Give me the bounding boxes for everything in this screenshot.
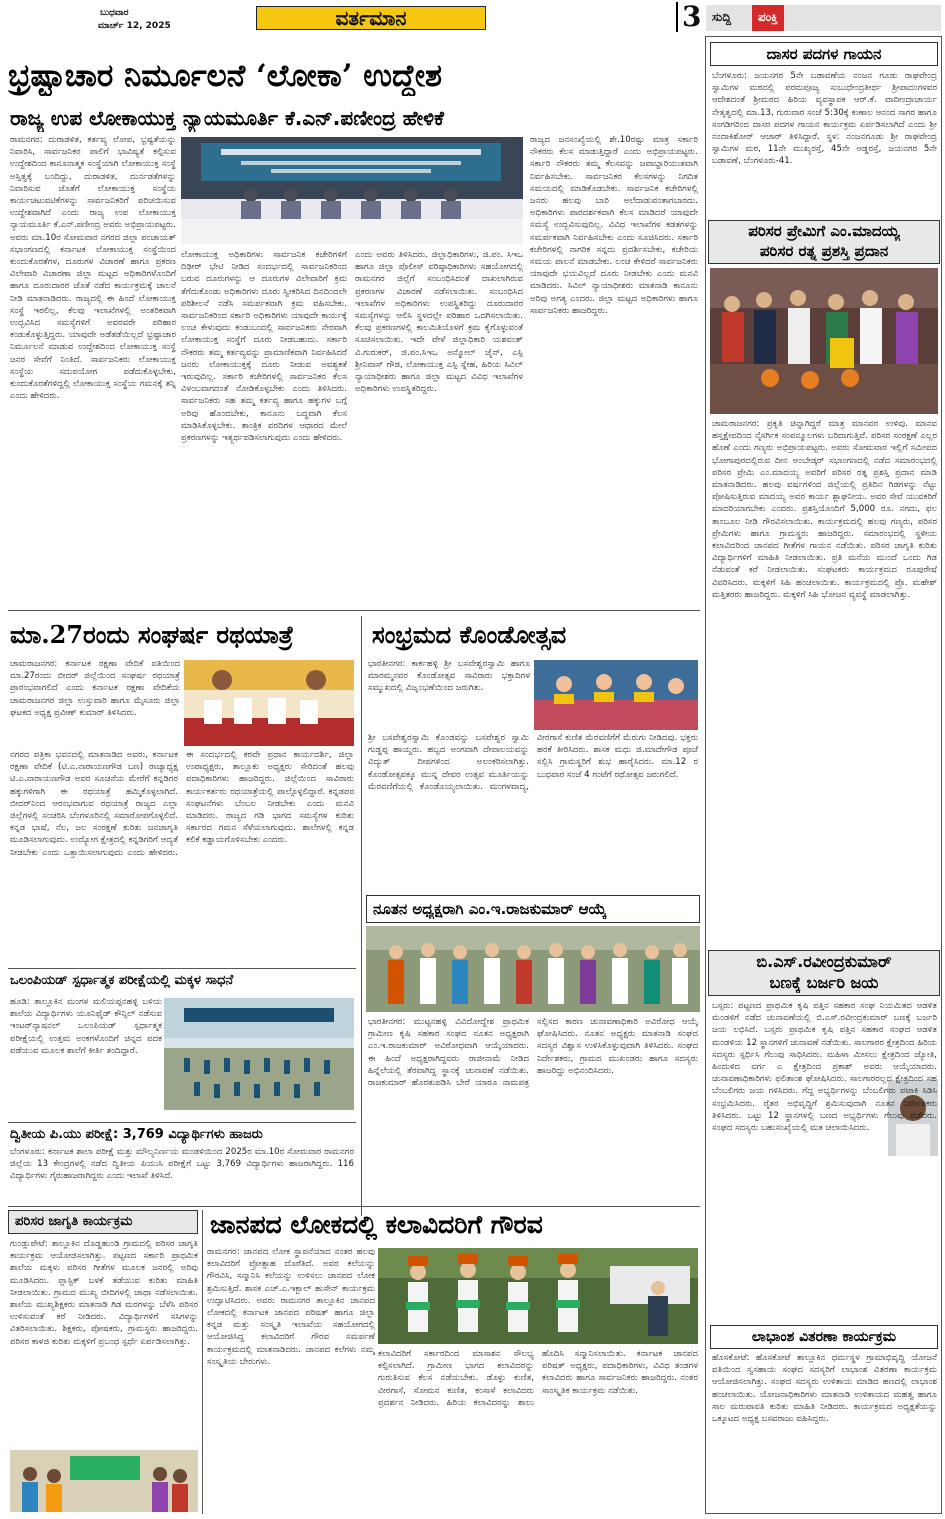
lead-column-2: ಲೋಕಾಯುಕ್ತ ಅಧಿಕಾರಿಗಳು ಸಾರ್ವಜನಿಕ ಕಚೇರಿಗಳಿಗೆ ದಿಢೀರ್ ಭೇಟಿ ನೀಡಿದ ಸಂದರ್ಭದಲ್ಲಿ ಸಾರ್ವಜನಿಕರಿಂದ ಬರುವ ದೂರುಗಳನ್ನು ಆ ದೂರುಗಳ ವಿಲೇವಾರಿಗೆ ಕ್ರಮ ತೆಗೆದುಕೊಂಡು ಅಧಿಕಾರಿಗಳು ದೂರು ಸ್ವೀಕರಿಸಿದ ದಿನದಿಂದಲೇ ಪರಿಶೀಲನೆ ನಡೆಸಿ ಸಮರ್ಪಕವಾಗಿ ಕ್ರಮ ವಹಿಸಬೇಕು. ಸಾರ್ವಜನಿಕರಿಂದ ಸರ್ಕಾರಿ ಅಧಿಕಾರಿಗಳು ಯಾವುದೇ ಕಾರ್ಯಕ್ಕೆ ಲಂಚ ಕೇಳುವುದು ಕಂಡುಬಂದಲ್ಲಿ ಸಾರ್ವಜನಿಕರು ನೇರವಾಗಿ ಲೋಕಾಯುಕ್ತ ಸಂಸ್ಥೆಗೆ ದೂರು ನೀಡಬಹುದು. ಸರ್ಕಾರಿ ನೌಕರರು ತಮ್ಮ ಕರ್ತವ್ಯವನ್ನು ಪ್ರಾಮಾಣಿಕವಾಗಿ ನಿರ್ವಹಿಸಿದರೆ ಜನರು ಲೋಕಾಯುಕ್ತಕ್ಕೆ ದೂರು ನೀಡುವ ಅವಶ್ಯಕತೆ ಇರುವುದಿಲ್ಲ. ಸರ್ಕಾರಿ ಕಚೇರಿಗಳಲ್ಲಿ ಸಾರ್ವಜನಿಕರ ಕೆಲಸ ವಿಳಂಬವಾಗದಂತೆ ನೋಡಿಕೊಳ್ಳಬೇಕು ಎಂದು ತಿಳಿಸಿದರು. ಸಾರ್ವಜನಿಕರು ಸಹ ತಮ್ಮ ಕರ್ತವ್ಯ ಹಾಗೂ ಹಕ್ಕುಗಳ ಬಗ್ಗೆ ಅರಿವು ಹೊಂದಬೇಕು, ಕಾನೂನು ಬದ್ಧವಾಗಿ ಕೆಲಸ ಮಾಡಿಸಿಕೊಳ್ಳಬೇಕು. ತಾಂತ್ರಿಕ ವರದಿಗಳ ಆಧಾರದ ಮೇಲೆ ಪ್ರಕರಣಗಳನ್ನು ಇತ್ಯರ್ಥಪಡಿಸಲಾಗುವುದು ಎಂದು ಹೇಳಿದರು. — [181, 250, 347, 444]
masthead — [0, 0, 945, 36]
school-assembly-photo — [164, 998, 354, 1110]
kondotsava-photo — [534, 660, 698, 730]
kondotsava-headline: ಸಂಭ್ರಮದ ಕೊಂಡೋತ್ಸವ — [372, 620, 567, 649]
section-tag — [706, 5, 941, 31]
dividend-body: ಹೊಸಕೋಟೆ: ಹೊಸಕೋಟೆ ತಾಲ್ಲೂಕಿನ ಧರ್ಮಸ್ಥಳ ಗ್ರಾಮಾಭಿವೃದ್ಧಿ ಯೋಜನೆ ವತಿಯಿಂದ ಸ್ವಸಹಾಯ ಸಂಘದ ಸದಸ್ಯರಿಗೆ ಲಾಭಾಂಶ ವಿತರಣಾ ಕಾರ್ಯಕ್ರಮ ಆಯೋಜಿಸಲಾಗಿತ್ತು. ಸಂಘದ ಸದಸ್ಯರು ಉಳಿತಾಯ ಮಾಡಿದ ಹಣದಲ್ಲಿ ಲಾಭಾಂಶ ಹಂಚಲಾಯಿತು. ಯೋಜನಾಧಿಕಾರಿಗಳು ಮಾತನಾಡಿ ಉಳಿತಾಯದ ಮಹತ್ವ ಹಾಗೂ ಸಾಲ ಮರುಪಾವತಿ ಕುರಿತು ಮಾಹಿತಿ ನೀಡಿದರು. ಕಾರ್ಯಕ್ರಮದ ಅಧ್ಯಕ್ಷತೆಯನ್ನು ಒಕ್ಕೂಟದ ಅಧ್ಯಕ್ಷ ಬಸವರಾಜು ವಹಿಸಿದ್ದರು. — [712, 1353, 937, 1425]
janapada-headline: ಜಾನಪದ ಲೋಕದಲ್ಲಿ ಕಲಾವಿದರಿಗೆ ಗೌರವ — [210, 1210, 543, 1239]
rajkumar-headline: ನೂತನ ಅಧ್ಯಕ್ಷರಾಗಿ ಎಂ.ಇ.ರಾಜಕುಮಾರ್ ಆಯ್ಕೆ — [373, 900, 607, 918]
award-ceremony-photo — [710, 268, 938, 414]
rajkumar-photo — [366, 926, 700, 1012]
lower-column-rule — [202, 1210, 203, 1514]
election-headline-box — [708, 950, 940, 996]
dasara-headline: ದಾಸರ ಪದಗಳ ಗಾಯನ — [766, 45, 882, 63]
rathayatra-intro: ಚಾಮರಾಜನಗರ: ಕರ್ನಾಟಕ ರಕ್ಷಣಾ ವೇದಿಕೆ ವತಿಯಿಂದ ಮಾ.27ರಂದು ಬೀದರ್ ಜಿಲ್ಲೆಯಿಂದ ಸಂಘರ್ಷ ರಥಯಾತ್ರೆ ಪ್ರಾರಂಭವಾಗಲಿದೆ ಎಂದು ಕರ್ನಾಟಕ ರಕ್ಷಣಾ ವೇದಿಕೆಯ ಚಾಮರಾಜನಗರ ಜಿಲ್ಲಾ ಉಸ್ತುವಾರಿ ಹಾಗೂ ಮೈಸೂರು ಜಿಲ್ಲಾ ಘಟಕದ ಅಧ್ಯಕ್ಷ ಪ್ರವೀಣ್ ಕುಮಾರ್ ತಿಳಿಸಿದರು. — [10, 659, 180, 718]
rathayatra-body: ನಗರದ ಪತ್ರಿಕಾ ಭವನದಲ್ಲಿ ಮಾತನಾಡಿದ ಅವರು, ಕರ್ನಾಟಕ ರಕ್ಷಣಾ ವೇದಿಕೆ (ಟಿ.ಎ.ನಾರಾಯಣಗೌಡ ಬಣ) ರಾಜ್ಯಾಧ್ಯಕ್ಷ ಟಿ.ಎ.ನಾರಾಯಣಗೌಡ ಅವರ ಸೂಚನೆಯ ಮೇರೆಗೆ ಕನ್ನಡಿಗರ ಹಕ್ಕುಗಳಿಗಾಗಿ ಈ ರಥಯಾತ್ರೆ ಹಮ್ಮಿಕೊಳ್ಳಲಾಗಿದೆ. ಬೀದರ್‌ನಿಂದ ಆರಂಭವಾಗುವ ರಥಯಾತ್ರೆ ರಾಜ್ಯದ ಎಲ್ಲಾ ಜಿಲ್ಲೆಗಳಲ್ಲಿ ಸಂಚರಿಸಿ ಬೆಂಗಳೂರಿನಲ್ಲಿ ಸಮಾರೋಪಗೊಳ್ಳಲಿದೆ. ಕನ್ನಡ ಭಾಷೆ, ನೆಲ, ಜಲ ಸಂರಕ್ಷಣೆ ಕುರಿತು ಜನಜಾಗೃತಿ ಮೂಡಿಸಲಾಗುವುದು. ಉದ್ಯೋಗ ಕ್ಷೇತ್ರದಲ್ಲಿ ಕನ್ನಡಿಗರಿಗೆ ಆದ್ಯತೆ ನೀಡಬೇಕು ಎಂದು ಒತ್ತಾಯಿಸಲಾಗುವುದು ಎಂದು ಹೇಳಿದರು. ಈ ಸಂದರ್ಭದಲ್ಲಿ ಕರವೇ ಪ್ರಧಾನ ಕಾರ್ಯದರ್ಶಿ, ಜಿಲ್ಲಾ ಉಪಾಧ್ಯಕ್ಷರು, ತಾಲ್ಲೂಕು ಅಧ್ಯಕ್ಷರು ಸೇರಿದಂತೆ ಹಲವು ಪದಾಧಿಕಾರಿಗಳು ಹಾಜರಿದ್ದರು. ಜಿಲ್ಲೆಯಿಂದ ಸಾವಿರಾರು ಕಾರ್ಯಕರ್ತರು ರಥಯಾತ್ರೆಯಲ್ಲಿ ಪಾಲ್ಗೊಳ್ಳಲಿದ್ದಾರೆ. ಕನ್ನಡಪರ ಸಂಘಟನೆಗಳು ಬೆಂಬಲ ನೀಡಬೇಕು ಎಂದು ಮನವಿ ಮಾಡಿದರು. ರಾಜ್ಯದ ಗಡಿ ಭಾಗದ ಸಮಸ್ಯೆಗಳ ಕುರಿತು ಸರ್ಕಾರದ ಗಮನ ಸೆಳೆಯಲಾಗುವುದು. ಶಾಲೆಗಳಲ್ಲಿ ಕನ್ನಡ ಕಲಿಕೆ ಕಡ್ಡಾಯಗೊಳಿಸಬೇಕು ಎಂದರು. — [10, 750, 354, 858]
masthead-title-text: ವರ್ತಮಾನ — [335, 6, 407, 30]
janapada-intro: ರಾಮನಗರ: ಜಾನಪದ ಲೋಕ ಸ್ಥಾಪನೆಯಾದ ನಂತರ ಹಲವು ಕಲಾವಿದರಿಗೆ ಪ್ರೋತ್ಸಾಹ ದೊರೆತಿದೆ. ಅವರ ಕಲೆಯನ್ನು ಗೌರವಿಸಿ, ಸನ್ಮಾನಿಸಿ ಕಲೆಯನ್ನು ಉಳಿಸಲು ಜಾನಪದ ಲೋಕ ಶ್ರಮಿಸುತ್ತಿದೆ. ಶಾಸಕ ಎಚ್.ಎ.ಇಕ್ಬಾಲ್ ಹುಸೇನ್ ಕಾರ್ಯಕ್ರಮ ಉದ್ಘಾಟಿಸಿದರು. ಅವರು ರಾಮನಗರ ತಾಲ್ಲೂಕಿನ ಜಾನಪದ ಲೋಕದಲ್ಲಿ ಕರ್ನಾಟಕ ಜಾನಪದ ಪರಿಷತ್ ಹಾಗೂ ಜಿಲ್ಲಾ ಕನ್ನಡ ಮತ್ತು ಸಂಸ್ಕೃತಿ ಇಲಾಖೆಯ ಸಹಯೋಗದಲ್ಲಿ ಆಯೋಜಿಸಿದ್ದ ಕಲಾವಿದರಿಗೆ ಗೌರವ ಸಮರ್ಪಣೆ ಕಾರ್ಯಕ್ರಮದಲ್ಲಿ ಮಾತನಾಡಿದರು. ಜಾನಪದ ಕಲೆಗಳು ನಮ್ಮ ಸಂಸ್ಕೃತಿಯ ಬೇರುಗಳು. — [207, 1247, 375, 1367]
dasara-headline-box — [710, 42, 938, 66]
election-headline-line1: ಬಿ.ಎಸ್.ರವೀಂದ್ರಕುಮಾರ್ — [756, 952, 892, 971]
parisara-body: ಗುಂಡ್ಲುಪೇಟೆ: ತಾಲ್ಲೂಕಿನ ದೊಡ್ಡಹುಂಡಿ ಗ್ರಾಮದಲ್ಲಿ ಪರಿಸರ ಜಾಗೃತಿ ಕಾರ್ಯಕ್ರಮ ಆಯೋಜಿಸಲಾಗಿತ್ತು. ಪಟ್ಟಣದ ಸರ್ಕಾರಿ ಪ್ರಾಥಮಿಕ ಶಾಲೆಯ ಮಕ್ಕಳು ಪರಿಸರ ಗೀತೆಗಳ ಮೂಲಕ ಜನರಲ್ಲಿ ಅರಿವು ಮೂಡಿಸಿದರು. ಪ್ಲಾಸ್ಟಿಕ್ ಬಳಕೆ ತಡೆಯುವ ಕುರಿತು ಮಾಹಿತಿ ನೀಡಲಾಯಿತು. ಗ್ರಾಮದ ಮುಖ್ಯ ಬೀದಿಗಳಲ್ಲಿ ಜಾಥಾ ನಡೆಸಲಾಯಿತು. ಶಾಲೆಯ ಮುಖ್ಯಶಿಕ್ಷಕರು ಮಾತನಾಡಿ ಗಿಡ ಮರಗಳನ್ನು ಬೆಳೆಸಿ ಪರಿಸರ ಉಳಿಸುವಂತೆ ಕರೆ ನೀಡಿದರು. ವಿದ್ಯಾರ್ಥಿಗಳಿಗೆ ಸಸಿಗಳನ್ನು ವಿತರಿಸಲಾಯಿತು. ಶಿಕ್ಷಕರು, ಪೋಷಕರು, ಗ್ರಾಮಸ್ಥರು ಹಾಜರಿದ್ದರು. ಪರಿಸರ ಕಾಳಜಿ ಕುರಿತು ಮಕ್ಕಳಿಗೆ ಪ್ರಬಂಧ ಸ್ಪರ್ಧೆ ಏರ್ಪಡಿಸಲಾಗಿತ್ತು. — [10, 1239, 198, 1347]
puc-body: ಬೆಂಗಳೂರು: ಕರ್ನಾಟಕ ಶಾಲಾ ಪರೀಕ್ಷೆ ಮತ್ತು ಮೌಲ್ಯನಿರ್ಣಯ ಮಂಡಳಿಯಿಂದ 2025ರ ಮಾ.10ರ ಸೋಮವಾರ ರಾಮನಗರ ಜಿಲ್ಲೆಯ 13 ಕೇಂದ್ರಗಳಲ್ಲಿ ನಡೆದ ದ್ವಿತೀಯ ಪಿಯುಸಿ ಪರೀಕ್ಷೆಗೆ ಒಟ್ಟು 3,769 ವಿದ್ಯಾರ್ಥಿಗಳು ಹಾಜರಾಗಿದ್ದರು. 116 ವಿದ್ಯಾರ್ಥಿಗಳು ಗೈರುಹಾಜರಾಗಿದ್ದರು ಎಂದು ಇಲಾಖೆ ತಿಳಿಸಿದೆ. — [10, 1147, 354, 1182]
award-headline-box — [708, 220, 940, 264]
rajkumar-headline-box — [366, 895, 700, 923]
group-felicitation-photo — [366, 926, 700, 1012]
section-tag-left: ಸುದ್ದಿ — [712, 10, 732, 24]
janapada-intro-cont — [207, 1434, 375, 1512]
janapada-body: ಕಲಾವಿದರಿಗೆ ಸರ್ಕಾರದಿಂದ ಮಾಸಾಶನ ಸೌಲಭ್ಯ ಕಲ್ಪಿಸಲಾಗಿದೆ. ಗ್ರಾಮೀಣ ಭಾಗದ ಕಲಾವಿದರನ್ನು ಗುರುತಿಸುವ ಕೆಲಸ ನಡೆಯಬೇಕು. ಡೊಳ್ಳು ಕುಣಿತ, ವೀರಗಾಸೆ, ಸೋಮನ ಕುಣಿತ, ಕಂಸಾಳೆ ಕಲಾವಿದರು ಪ್ರದರ್ಶನ ನೀಡಿದರು. ಹಿರಿಯ ಕಲಾವಿದರನ್ನು ಶಾಲು ಹೊದಿಸಿ ಸನ್ಮಾನಿಸಲಾಯಿತು. ಕರ್ನಾಟಕ ಜಾನಪದ ಪರಿಷತ್ ಅಧ್ಯಕ್ಷರು, ಪದಾಧಿಕಾರಿಗಳು, ವಿವಿಧ ತಂಡಗಳ ಕಲಾವಿದರು ಹಾಗೂ ಸಾರ್ವಜನಿಕರು ಹಾಜರಿದ್ದರು. ನಂತರ ಸಾಂಸ್ಕೃತಿಕ ಕಾರ್ಯಕ್ರಮ ನಡೆಯಿತು. — [378, 1349, 698, 1408]
lead-headline: ಭ್ರಷ್ಟಾಚಾರ ನಿರ್ಮೂಲನೆ ‘ಲೋಕಾ’ ಉದ್ದೇಶ — [8, 58, 443, 94]
puc-top-rule — [8, 1122, 356, 1123]
lead-subheadline: ರಾಜ್ಯ ಉಪ ಲೋಕಾಯುಕ್ತ ನ್ಯಾಯಮೂರ್ತಿ ಕೆ.ಎನ್.ಪಣೀಂದ್ರ ಹೇಳಿಕೆ — [10, 106, 444, 130]
temple-festival-photo — [534, 660, 698, 730]
masthead-page-number: 3 — [676, 2, 701, 32]
award-headline-line1: ಪರಿಸರ ಪ್ರೇಮಿಗೆ ಎಂ.ಮಾದಯ್ಯ — [748, 222, 900, 240]
lead-column-1: ರಾಮನಗರ: ದುರಾಡಳಿತ, ಕರ್ತವ್ಯ ಲೋಪ, ಭ್ರಷ್ಟತೆಯನ್ನು ನಿವಾರಿಸಿ, ಸಾರ್ವಜನಿಕರ ಪಾಲಿಗೆ ಭಾವಿಷ್ಯತೆ ಕಲ್ಪಿಸುವ ಉದ್ದೇಶದಿಂದ ಕಾನೂನಾತ್ಮಕ ಸಂಸ್ಥೆಯಾಗಿ ಲೋಕಾಯುಕ್ತ ಸಂಸ್ಥೆ ಅಸ್ತಿತ್ವಕ್ಕೆ ಬಂದಿದ್ದು, ದುರಾಡಳಿತ, ದುರ್ನಡತೆಗಳನ್ನು ನಿವಾರಿಸುವ ಜೊತೆಗೆ ಲೋಕಾಯುಕ್ತ ಸಂಸ್ಥೆಯ ಕಾರ್ಯಚಟುವಟಿಕೆಗಳನ್ನು ಸಾರ್ವಜನಿಕರಿಗೆ ಪರಿಚಯಿಸುವ ಉದ್ದೇಶವಾಗಿದೆ ಎಂದು ರಾಜ್ಯ ಉಪ ಲೋಕಾಯುಕ್ತ ನ್ಯಾಯಮೂರ್ತಿ ಕೆ.ಎನ್.ಪಣೀಂದ್ರ ಅವರು ಅಭಿಪ್ರಾಯಪಟ್ಟರು. ಅವರು ಮಾ.10ರ ಸೋಮವಾರ ನಗರದ ಜಿಲ್ಲಾ ಪಂಚಾಯತ್ ಸಭಾಂಗಣದಲ್ಲಿ ಕರ್ನಾಟಕ ಲೋಕಾಯುಕ್ತ ಸಂಸ್ಥೆಯಿಂದ ಕುಂದುಕೊರತೆಗಳ, ದೂರುಗಳ ವಿಚಾರಣೆ ಹಾಗೂ ಪ್ರಕರಣ ವಿಲೇವಾರಿ ವಿಚಾರಣಾ ಜಿಲ್ಲಾ ಮಟ್ಟದ ಅಧಿಕಾರಿಗಳೊಂದಿಗೆ ಹಾಗೂ ದೂರುದಾರರ ಜೊತೆ ನಡೆದ ಕಾರ್ಯಕ್ರಮಕ್ಕೆ ಚಾಲನೆ ನೀಡಿ ಮಾತನಾಡಿದರು. ರಾಜ್ಯದಲ್ಲಿ ಈ ಹಿಂದೆ ಲೋಕಾಯುಕ್ತ ಸಂಸ್ಥೆ ಇರಲಿಲ್ಲ, ಕೆಲವು ಇಲಾಖೆಗಳಲ್ಲಿ ಅಂತರಿಕವಾಗಿ ಉದ್ಭವಿಸಿದ ಸಮಸ್ಯೆಗಳಿಗೆ ಅವರವರೇ ಪರಿಹಾರ ಕಂಡುಕೊಳ್ಳುತ್ತಿದ್ದರು. ಯಾವುದೇ ಅಡೆತಡೆಯಿಲ್ಲದೆ ಭ್ರಷ್ಟಾಚಾರ ನಿರ್ಮೂಲನೆ ಮಾಡುವ ಉದ್ದೇಶದಿಂದ ಲೋಕಾಯುಕ್ತ ಸಂಸ್ಥೆ ಜನರ ಸೇವೆಗೆ ನಿಂತಿದೆ. ಸಾರ್ವಜನಿಕರು ಲೋಕಾಯುಕ್ತ ಸಂಸ್ಥೆಯ ಸದುಪಯೋಗ ಪಡೆದುಕೊಳ್ಳಬೇಕು, ಕುಂದುಕೊರತೆಗಳಿದ್ದಲ್ಲಿ ಲೋಕಾಯುಕ್ತ ಸಂಸ್ಥೆಯ ಗಮನಕ್ಕೆ ತನ್ನಿ ಎಂದು ಹೇಳಿದರು. — [10, 135, 176, 402]
olympiad-top-rule — [8, 968, 356, 969]
parisara-photo — [10, 1450, 198, 1512]
conference-meeting-photo — [181, 137, 523, 244]
kondotsava-intro: ಭಾರತೀನಗರ: ಕಾರ್ಕಹಳ್ಳಿ ಶ್ರೀ ಬಸವೇಶ್ವರಸ್ವಾಮಿ ಹಾಗೂ ಮಾರಮ್ಮನವರ ಕೊಂಡೋತ್ಸವ ಸಾವಿರಾರು ಭಕ್ತಾದಿಗಳ ಸಮ್ಮುಖದಲ್ಲಿ ವಿಜೃಂಭಣೆಯಿಂದ ಜರುಗಿತು. — [368, 659, 530, 694]
kondotsava-body: ಶ್ರೀ ಬಸವೇಶ್ವರಸ್ವಾಮಿ ಕೊಂಡವನ್ನು ಬಸವೇಶ್ವರ ಸ್ವಾಮಿ ಗುಡ್ಡಪ್ಪ ಹಾಯ್ದರು. ಹಬ್ಬದ ಅಂಗವಾಗಿ ದೇವಾಲಯವನ್ನು ವಿದ್ಯುತ್ ದೀಪಗಳಿಂದ ಅಲಂಕರಿಸಲಾಗಿತ್ತು. ಕೊಂಡೋತ್ಸವಕ್ಕೂ ಮುನ್ನ ದೇವರ ಉತ್ಸವ ಮೂರ್ತಿಯನ್ನು ಮೆರವಣಿಗೆಯಲ್ಲಿ ಕೊಂಡೊಯ್ಯಲಾಯಿತು. ಮಂಗಳವಾದ್ಯ, ವೀರಗಾಸೆ ಕುಣಿತ ಮೆರವಣಿಗೆಗೆ ಮೆರುಗು ನೀಡಿದವು. ಭಕ್ತರು ಹರಕೆ ತೀರಿಸಿದರು. ಶಾಸಕ ಮಧು ಜಿ.ಮಾದೇಗೌಡ ಪೂಜೆ ಸಲ್ಲಿಸಿ ಗ್ರಾಮಸ್ಥರಿಗೆ ಶುಭ ಹಾರೈಸಿದರು. ಮಾ.12 ರ ಬುಧವಾರ ಸಂಜೆ 4 ಗಂಟೆಗೆ ರಥೋತ್ಸವ ಜರುಗಲಿದೆ. — [368, 733, 698, 792]
parisara-headline-box — [8, 1210, 198, 1234]
janapada-photo — [378, 1248, 698, 1344]
rajkumar-body: ಭಾರತೀನಗರ: ಮುಟ್ಟನಹಳ್ಳಿ ವಿವಿದೋದ್ದೇಶ ಪ್ರಾಥಮಿಕ ಗ್ರಾಮೀಣ ಕೃಷಿ ಸಹಕಾರ ಸಂಘದ ನೂತನ ಅಧ್ಯಕ್ಷರಾಗಿ ಎಂ.ಇ.ರಾಜಕುಮಾರ್ ಅವಿರೋಧವಾಗಿ ಆಯ್ಕೆಯಾದರು. ಈ ಹಿಂದೆ ಅಧ್ಯಕ್ಷರಾಗಿದ್ದವರು ರಾಜೀನಾಮೆ ನೀಡಿದ ಹಿನ್ನೆಲೆಯಲ್ಲಿ ತೆರವಾಗಿದ್ದ ಸ್ಥಾನಕ್ಕೆ ಚುನಾವಣೆ ನಡೆಯಿತು. ರಾಜಕುಮಾರ್ ಹೊರತುಪಡಿಸಿ ಬೇರೆ ಯಾರೂ ನಾಮಪತ್ರ ಸಲ್ಲಿಸದ ಕಾರಣ ಚುನಾವಣಾಧಿಕಾರಿ ಅವಿರೋಧ ಆಯ್ಕೆ ಘೋಷಿಸಿದರು. ನೂತನ ಅಧ್ಯಕ್ಷರು ಮಾತನಾಡಿ ಸಂಘದ ಸದಸ್ಯರ ವಿಶ್ವಾಸ ಉಳಿಸಿಕೊಳ್ಳುವುದಾಗಿ ತಿಳಿಸಿದರು. ಸಂಘದ ನಿರ್ದೇಶಕರು, ಗ್ರಾಮದ ಮುಖಂಡರು ಹಾಗೂ ಸದಸ್ಯರು ಹಾಜರಿದ್ದು ಅಭಿನಂದಿಸಿದರು. — [368, 1017, 698, 1089]
rathayatra-photo — [184, 660, 354, 746]
puc-headline: ದ್ವಿತೀಯ ಪಿ.ಯು ಪರೀಕ್ಷೆ: 3,769 ವಿದ್ಯಾರ್ಥಿಗಳು ಹಾಜರು — [10, 1127, 263, 1142]
award-body: ಚಾಮರಾಜನಗರ: ಪ್ರಕೃತಿ ಚಿನ್ನಾಗಿದ್ದರೆ ಮಾತ್ರ ಮಾನವರ ಉಳಿವು. ಮಾನವ ಹಸ್ತಕ್ಷೇಪದಿಂದ ನೈಸರ್ಗಿಕ ಸಂಪನ್ಮೂಲಗಳು ಬರಿದಾಗುತ್ತಿವೆ. ಪರಿಸರ ಸಂರಕ್ಷಣೆ ಎಲ್ಲರ ಹೊಣೆ ಎಂದು ಗಣ್ಯರು ಅಭಿಪ್ರಾಯಪಟ್ಟರು. ಅವರು ಸೋಮವಾರ ಇಲ್ಲಿಗೆ ಸಮೀಪದ ಭೋಗಾಪುರದಲ್ಲಿರುವ ದೀನ ಅಂಬೇಡ್ಕರ್ ಸಭಾಂಗಣದಲ್ಲಿ ನಡೆದ ಸಮಾರಂಭದಲ್ಲಿ ಪರಿಸರ ಪ್ರೇಮಿ ಎಂ.ಮಾದಯ್ಯ ಅವರಿಗೆ ಪರಿಸರ ರತ್ನ ಪ್ರಶಸ್ತಿ ಪ್ರದಾನ ಮಾಡಿ ಮಾತನಾಡಿದರು. ಹಲವು ವರ್ಷಗಳಿಂದ ಜಿಲ್ಲೆಯಲ್ಲಿ ಪ್ರತಿದಿನ ಗಿಡಗಳನ್ನು ನೆಟ್ಟು ಪೋಷಿಸುತ್ತಿರುವ ಮಾದಯ್ಯ ಅವರ ಕಾರ್ಯ ಶ್ಲಾಘನೀಯ. ಅವರ ಸೇವೆ ಯುವಕರಿಗೆ ಮಾದರಿಯಾಗಬೇಕು ಎಂದರು. ಪ್ರಶಸ್ತಿಯೊಂದಿಗೆ 5,000 ರೂ. ನಗದು, ಫಲ ತಾಂಬೂಲ ನೀಡಿ ಗೌರವಿಸಲಾಯಿತು. ಕಾರ್ಯಕ್ರಮದಲ್ಲಿ ಹಲವು ಗಣ್ಯರು, ಪರಿಸರ ಪ್ರೇಮಿಗಳು ಹಾಗೂ ಗ್ರಾಮಸ್ಥರು ಹಾಜರಿದ್ದರು. ಸಮಾರಂಭದಲ್ಲಿ ಸ್ಥಳೀಯ ಕಲಾವಿದರಿಂದ ಜಾನಪದ ಗೀತೆಗಳ ಗಾಯನ ನಡೆಯಿತು. ಪರಿಸರ ಜಾಗೃತಿ ಕುರಿತು ವಿದ್ಯಾರ್ಥಿಗಳಿಗೆ ಮಾಹಿತಿ ನೀಡಲಾಯಿತು. ಪ್ರತಿ ಮನೆಯ ಮುಂದೆ ಒಂದು ಗಿಡ ನೆಡುವಂತೆ ಕರೆ ನೀಡಲಾಯಿತು. ಸಂಘಟಕರು ಕಾರ್ಯಕ್ರಮದ ರೂಪುರೇಷೆ ವಿವರಿಸಿದರು. ಮಕ್ಕಳಿಗೆ ಸಿಹಿ ಹಂಚಲಾಯಿತು. ಕಾರ್ಯಕ್ರಮದಲ್ಲಿ ಪ್ರೊ. ಮಹೇಶ್ ಮತ್ತಿತರರು ಹಾಜರಿದ್ದರು. ಮಕ್ಕಳಿಗೆ ಸಿಹಿ ಭೋಜನ ವ್ಯವಸ್ಥೆ ಮಾಡಲಾಗಿತ್ತು. — [712, 419, 937, 600]
rathayatra-headline: ಮಾ.27ರಂದು ಸಂಘರ್ಷ ರಥಯಾತ್ರೆ — [10, 620, 294, 649]
dividend-headline-box — [710, 1325, 938, 1349]
press-meet-photo — [184, 660, 354, 746]
dasara-body: ಬೆಂಗಳೂರು: ಜಯನಗರ 5ನೇ ಬಡಾವಣೆಯ ನಂಜನ ಗೂಡು ರಾಘವೇಂದ್ರ ಸ್ವಾಮಿಗಳ ಮಠದಲ್ಲಿ ಪರಮಪೂಜ್ಯ ಸುಬುಧೇಂದ್ರತೀರ್ಥ ಶ್ರೀಪಾದಂಗಳವರ ಆದೇಶದಂತೆ ಶ್ರೀಮಠದ ಹಿರಿಯ ವ್ಯವಸ್ಥಾಪಕ ಆರ್.ಕೆ. ವಾದೀಂದ್ರಾಚಾರ್ಯ ನೇತೃತ್ವದಲ್ಲಿ ಮಾ.13, ಗುರುವಾರ ಸಂಜೆ 5:30ಕ್ಕೆ ಕುಣಾಲ ಆನಂದ ಸಾಗರ ಹಾಗೂ ಸಂಗಡಿಗರಿಂದ ದಾಸರ ಪದಗಳ ಗಾಯನ ಕಾರ್ಯಕ್ರಮ ಏರ್ಪಡಿಸಲಾಗಿದೆ ಎಂದು ಶ್ರೀ ನಂದಾಕಿಶೋರ್ ಆಚಾರ್ ತಿಳಿಸಿದ್ದಾರೆ. ಸ್ಥಳ: ನಂಜನಗೂಡು ಶ್ರೀ ರಾಘವೇಂದ್ರ ಸ್ವಾಮಿಗಳ ಮಠ, 11ನೇ ಮುಖ್ಯರಸ್ತೆ, 45ನೇ ಅಡ್ಡರಸ್ತೆ, ಜಯನಗರ 5ನೇ ಬಡಾವಣೆ, ಬೆಂಗಳೂರು-41. — [712, 71, 937, 167]
dividend-headline: ಲಾಭಾಂಶ ವಿತರಣಾ ಕಾರ್ಯಕ್ರಮ — [751, 1329, 897, 1345]
election-headline-line2: ಬಣಕ್ಕೆ ಬರ್ಜರಿ ಜಯ — [769, 973, 879, 992]
lower-section-rule — [8, 1206, 700, 1207]
masthead-day: ಬುಧವಾರ — [100, 8, 129, 18]
mid-column-rule — [361, 616, 362, 1216]
election-body: ಬಸ್ಸರು: ಪಟ್ಟಣದ ಪ್ರಾಥಮಿಕ ಕೃಷಿ ಪತ್ತಿನ ಸಹಕಾರ ಸಂಘ ನಿಯಮಿತದ ಆಡಳಿತ ಮಂಡಳಿಗೆ ನಡೆದ ಚುನಾವಣೆಯಲ್ಲಿ ಬಿ.ಎಸ್.ರವೀಂದ್ರಕುಮಾರ್ ಬಣಕ್ಕೆ ಬರ್ಜರಿ ಜಯ ಲಭಿಸಿದೆ. ಬಸ್ಸರು ಪ್ರಾಥಮಿಕ ಕೃಷಿ ಪತ್ತಿನ ಸಹಕಾರ ಸಂಘದ ಆಡಳಿತ ಮಂಡಳಿಯ 12 ಸ್ಥಾನಗಳಿಗೆ ಚುನಾವಣೆ ನಡೆಯಿತು. ಸಾಲಗಾರರ ಕ್ಷೇತ್ರದಿಂದ ಹಿರಿಯ ಸದಸ್ಯರು ಸ್ಪರ್ಧಿಸಿ ಗೆಲುವು ಸಾಧಿಸಿದರು. ಮಹಿಳಾ ಮೀಸಲು ಕ್ಷೇತ್ರದಿಂದ ಜ್ಯೋತಿ, ಹಿಂದುಳಿದ ವರ್ಗ ಎ ಕ್ಷೇತ್ರದಿಂದ ಪ್ರಕಾಶ್ ಅವರು ಆಯ್ಕೆಯಾದರು. ಚುನಾವಣಾಧಿಕಾರಿಗಳು ಫಲಿತಾಂಶ ಘೋಷಿಸಿದರು. ಸಾಲಗಾರರಲ್ಲದ ಕ್ಷೇತ್ರದಿಂದ ಸಹ ಬೆಂಬಲಿಗರು ಜಯ ಗಳಿಸಿದರು. ಗೆದ್ದ ಅಭ್ಯರ್ಥಿಗಳನ್ನು ಬೆಂಬಲಿಗರು ಪಟಾಕಿ ಸಿಡಿಸಿ ಸಂಭ್ರಮಿಸಿದರು. ರೈತರ ಅಭಿವೃದ್ಧಿಗೆ ಶ್ರಮಿಸುವುದಾಗಿ ನೂತನ ನಿರ್ದೇಶಕರು ತಿಳಿಸಿದರು. ಒಟ್ಟು 12 ಸ್ಥಾನಗಳಲ್ಲಿ ಬಣದ ಅಭ್ಯರ್ಥಿಗಳು ಗೆಲುವು ಪಡೆದರು. ಸಂಘದ ಸದಸ್ಯರು ಬಹುಸಂಖ್ಯೆಯಲ್ಲಿ ಮತ ಚಲಾಯಿಸಿದರು. — [712, 1001, 937, 1134]
lead-bottom-rule — [8, 610, 700, 611]
lead-photo — [181, 137, 523, 244]
olympiad-body: ಹೂಡಿ: ತಾಲ್ಲೂಕಿನ ಮಂಗಳ ಮಲಿಯಪ್ಪನಹಳ್ಳಿ ಬಳಿಯ ಶಾಲೆಯ ವಿದ್ಯಾರ್ಥಿಗಳು ಯೂನಿಫೈಡ್ ಕೌನ್ಸಿಲ್ ನಡೆಸುವ ಇಂಟರ್‌ನ್ಯಾಷನಲ್ ಒಲಂಪಿಯಡ್ ಸ್ಪರ್ಧಾತ್ಮಕ ಪರೀಕ್ಷೆಯಲ್ಲಿ ಉತ್ತಮ ಅಂಕಗಳೊಂದಿಗೆ ಚಿನ್ನದ ಪದಕ ಪಡೆಯುವ ಮೂಲಕ ಶಾಲೆಗೆ ಕೀರ್ತಿ ತಂದಿದ್ದಾರೆ. — [10, 997, 162, 1056]
lead-column-3: ಎಂದು ಅವರು ತಿಳಿಸಿದರು. ಜಿಲ್ಲಾಧಿಕಾರಿಗಳು, ಜಿ.ಪಂ. ಸಿಇಒ ಹಾಗೂ ಜಿಲ್ಲಾ ಪೊಲೀಸ್ ವರಿಷ್ಠಾಧಿಕಾರಿಗಳು ಸಹಯೋಗದಲ್ಲಿ ರಾಮನಗರ ಜಿಲ್ಲೆಗೆ ಸಂಬಂಧಿಸಿದಂತೆ ದಾಖಲಾಗಿರುವ ಪ್ರಕರಣಗಳ ವಿಚಾರಣೆ ನಡೆಸಲಾಯಿತು. ಸಂಬಂಧಿಸಿದ ಇಲಾಖೆಗಳ ಅಧಿಕಾರಿಗಳು ಉಪಸ್ಥಿತರಿದ್ದು ದೂರುದಾರರ ಸಮಸ್ಯೆಗಳನ್ನು ಆಲಿಸಿ ಸ್ಥಳದಲ್ಲೇ ಪರಿಹಾರ ಒದಗಿಸಲಾಯಿತು. ಕೆಲವು ಪ್ರಕರಣಗಳಲ್ಲಿ ಕಾಲಮಿತಿಯೊಳಗೆ ಕ್ರಮ ಕೈಗೊಳ್ಳುವಂತೆ ಸೂಚಿಸಲಾಯಿತು. ಇದೇ ವೇಳೆ ಜಿಲ್ಲಾಧಿಕಾರಿ ಯಶವಂತ್ ವಿ.ಗುರುಕರ್, ಜಿ.ಪಂ.ಸಿಇಒ ಅನ್ಮೋಲ್ ಜೈನ್, ಎಸ್ಪಿ ಶ್ರೀನಿವಾಸ್ ಗೌಡ, ಲೋಕಾಯುಕ್ತ ಎಸ್ಪಿ ಸ್ನೇಹ, ಹಿರಿಯ ಸಿವಿಲ್ ನ್ಯಾಯಾಧೀಶರು ಹಾಗೂ ಜಿಲ್ಲಾ ಮಟ್ಟದ ವಿವಿಧ ಇಲಾಖೆಗಳ ಅಧಿಕಾರಿಗಳು ಉಪಸ್ಥಿತರಿದ್ದರು. — [355, 250, 523, 395]
olympiad-photo — [164, 998, 354, 1110]
lead-column-4: ರಾಜ್ಯದ ಜನಸಂಖ್ಯೆಯಲ್ಲಿ ಶೇ.10ರಷ್ಟು ಮಾತ್ರ ಸರ್ಕಾರಿ ನೌಕರರು ಕೆಲಸ ಮಾಡುತ್ತಿದ್ದಾರೆ ಎಂದು ಅಭಿಪ್ರಾಯಪಟ್ಟರು. ಸರ್ಕಾರಿ ನೌಕರರು ತಮ್ಮ ಕೆಲಸವನ್ನು ಜವಾಬ್ದಾರಿಯುತವಾಗಿ ನಿರ್ವಹಿಸಬೇಕು. ಸಾರ್ವಜನಿಕರ ಕೆಲಸಗಳನ್ನು ನಿಗದಿತ ಸಮಯದಲ್ಲಿ ಮಾಡಿಕೊಡಬೇಕು. ಸಾರ್ವಜನಿಕ ಕಚೇರಿಗಳಲ್ಲಿ ಜನರು ಹಲವು ಬಾರಿ ಅಲೆದಾಡುವಂತಾಗಬಾರದು. ಅಧಿಕಾರಿಗಳು ಪಾರದರ್ಶಕವಾಗಿ ಕೆಲಸ ಮಾಡಿದರೆ ಯಾವುದೇ ಸಮಸ್ಯೆ ಉದ್ಭವಿಸುವುದಿಲ್ಲ. ವಿವಿಧ ಇಲಾಖೆಗಳ ಕಡತಗಳನ್ನು ಸಮರ್ಪಕವಾಗಿ ನಿರ್ವಹಿಸಬೇಕು ಎಂದು ಸೂಚಿಸಿದರು. ಸರ್ಕಾರಿ ಕಚೇರಿಗಳಲ್ಲಿ ನಾಗರಿಕ ಸನ್ನದು ಪ್ರದರ್ಶಿಸಬೇಕು, ಕಚೇರಿಯ ಸಮಯ ಪಾಲನೆ ಮಾಡಬೇಕು. ಲಂಚ ಕೇಳಿದರೆ ಸಾರ್ವಜನಿಕರು ಯಾವುದೇ ಭಯವಿಲ್ಲದೆ ದೂರು ನೀಡಬೇಕು ಎಂದು ಮನವಿ ಮಾಡಿದರು. ಸಿವಿಲ್ ನ್ಯಾಯಾಧೀಶರು ಮಾತನಾಡಿ ಕಾನೂನು ಅರಿವು ಅಗತ್ಯ ಎಂದರು. ಜಿಲ್ಲಾ ಮಟ್ಟದ ಅಧಿಕಾರಿಗಳು ಹಾಗೂ ಸಾರ್ವಜನಿಕರು ಹಾಜರಿದ್ದರು. — [530, 135, 698, 316]
award-photo — [710, 268, 938, 414]
olympiad-headline: ಒಲಂಪಿಯಡ್ ಸ್ಪರ್ಧಾತ್ಮಕ ಪರೀಕ್ಷೆಯಲ್ಲಿ ಮಕ್ಕಳ ಸಾಧನೆ — [10, 973, 234, 988]
award-headline-line2: ಪರಿಸರ ರತ್ನ ಪ್ರಶಸ್ತಿ ಪ್ರದಾನ — [759, 242, 889, 260]
section-tag-right: ಪಂಕ್ತಿ — [752, 5, 784, 31]
students-event-photo — [10, 1450, 198, 1512]
parisara-headline: ಪರಿಸರ ಜಾಗೃತಿ ಕಾರ್ಯಕ್ರಮ — [15, 1214, 133, 1229]
masthead-date: ಮಾರ್ಚ್ 12, 2025 — [98, 21, 171, 31]
folk-dance-photo — [378, 1248, 698, 1344]
masthead-title — [256, 6, 486, 30]
